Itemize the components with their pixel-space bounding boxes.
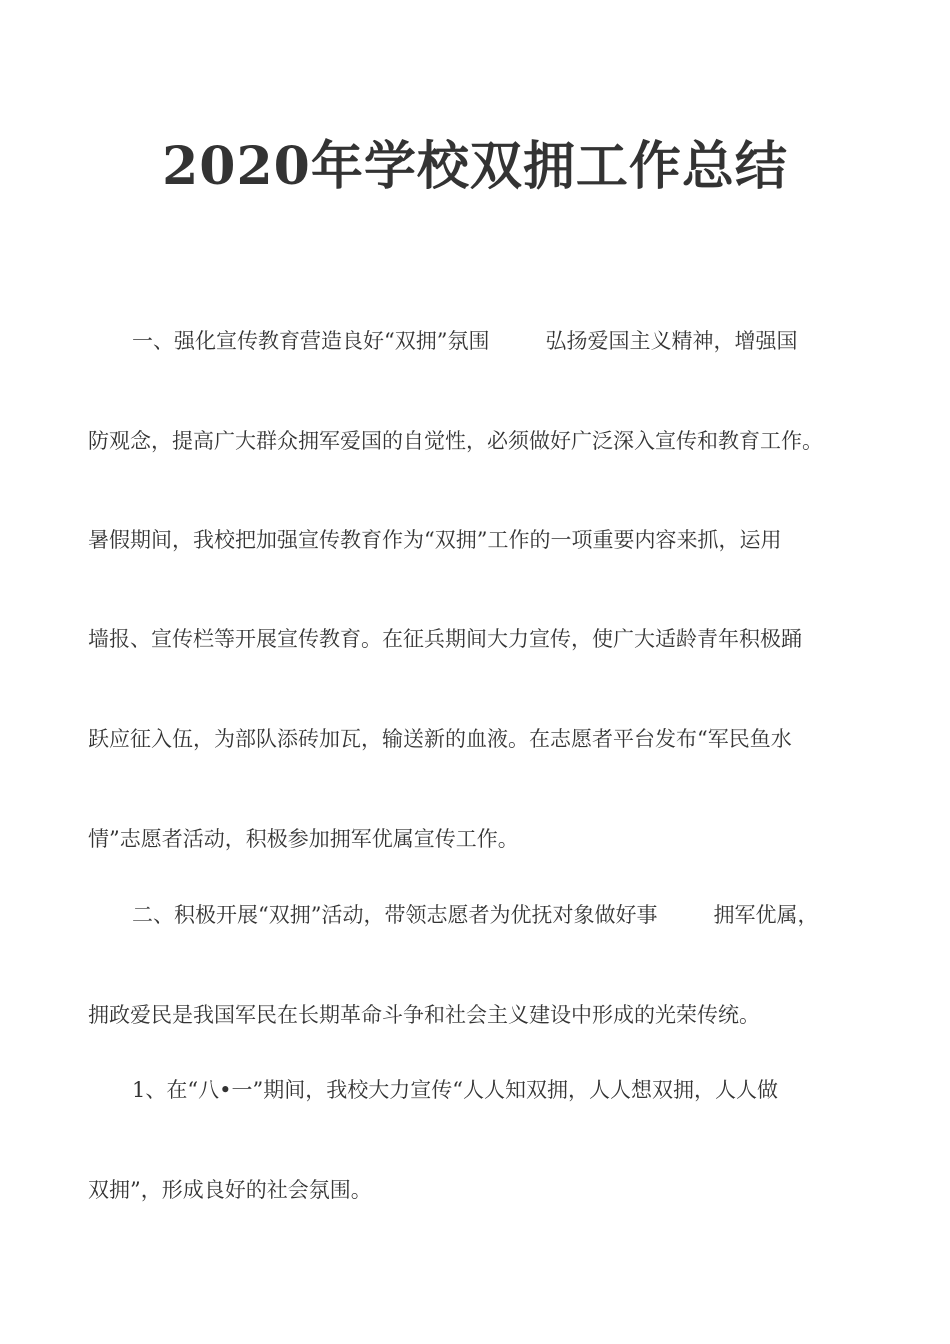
paragraph-line: 暑假期间，我校把加强宣传教育作为“双拥”工作的一项重要内容来抓，运用 bbox=[88, 528, 782, 552]
paragraph-line: 防观念，提高广大群众拥军爱国的自觉性，必须做好广泛深入宣传和教育工作。 bbox=[88, 429, 823, 453]
line-text: 弘扬爱国主义精神，增强国 bbox=[545, 329, 798, 353]
paragraph-line bbox=[132, 326, 878, 356]
paragraph-line: 情”志愿者活动，积极参加拥军优属宣传工作。 bbox=[88, 827, 519, 851]
paragraph-line bbox=[132, 900, 878, 930]
section-heading: 二、积极开展“双拥”活动，带领志愿者为优抚对象做好事 bbox=[132, 903, 658, 927]
document-title: 2020年学校双拥工作总结 bbox=[162, 136, 788, 197]
line-text: 拥军优属， bbox=[713, 903, 819, 927]
paragraph-line: 1、在“八•一”期间，我校大力宣传“人人知双拥，人人想双拥，人人做 bbox=[132, 1078, 778, 1102]
paragraph-line: 双拥”，形成良好的社会氛围。 bbox=[88, 1178, 372, 1202]
paragraph-line: 跃应征入伍，为部队添砖加瓦，输送新的血液。在志愿者平台发布“军民鱼水 bbox=[88, 727, 792, 751]
section-heading: 一、强化宣传教育营造良好“双拥”氛围 bbox=[132, 329, 490, 353]
paragraph-line: 拥政爱民是我国军民在长期革命斗争和社会主义建设中形成的光荣传统。 bbox=[88, 1003, 760, 1027]
paragraph-line: 墙报、宣传栏等开展宣传教育。在征兵期间大力宣传，使广大适龄青年积极踊 bbox=[88, 627, 802, 651]
